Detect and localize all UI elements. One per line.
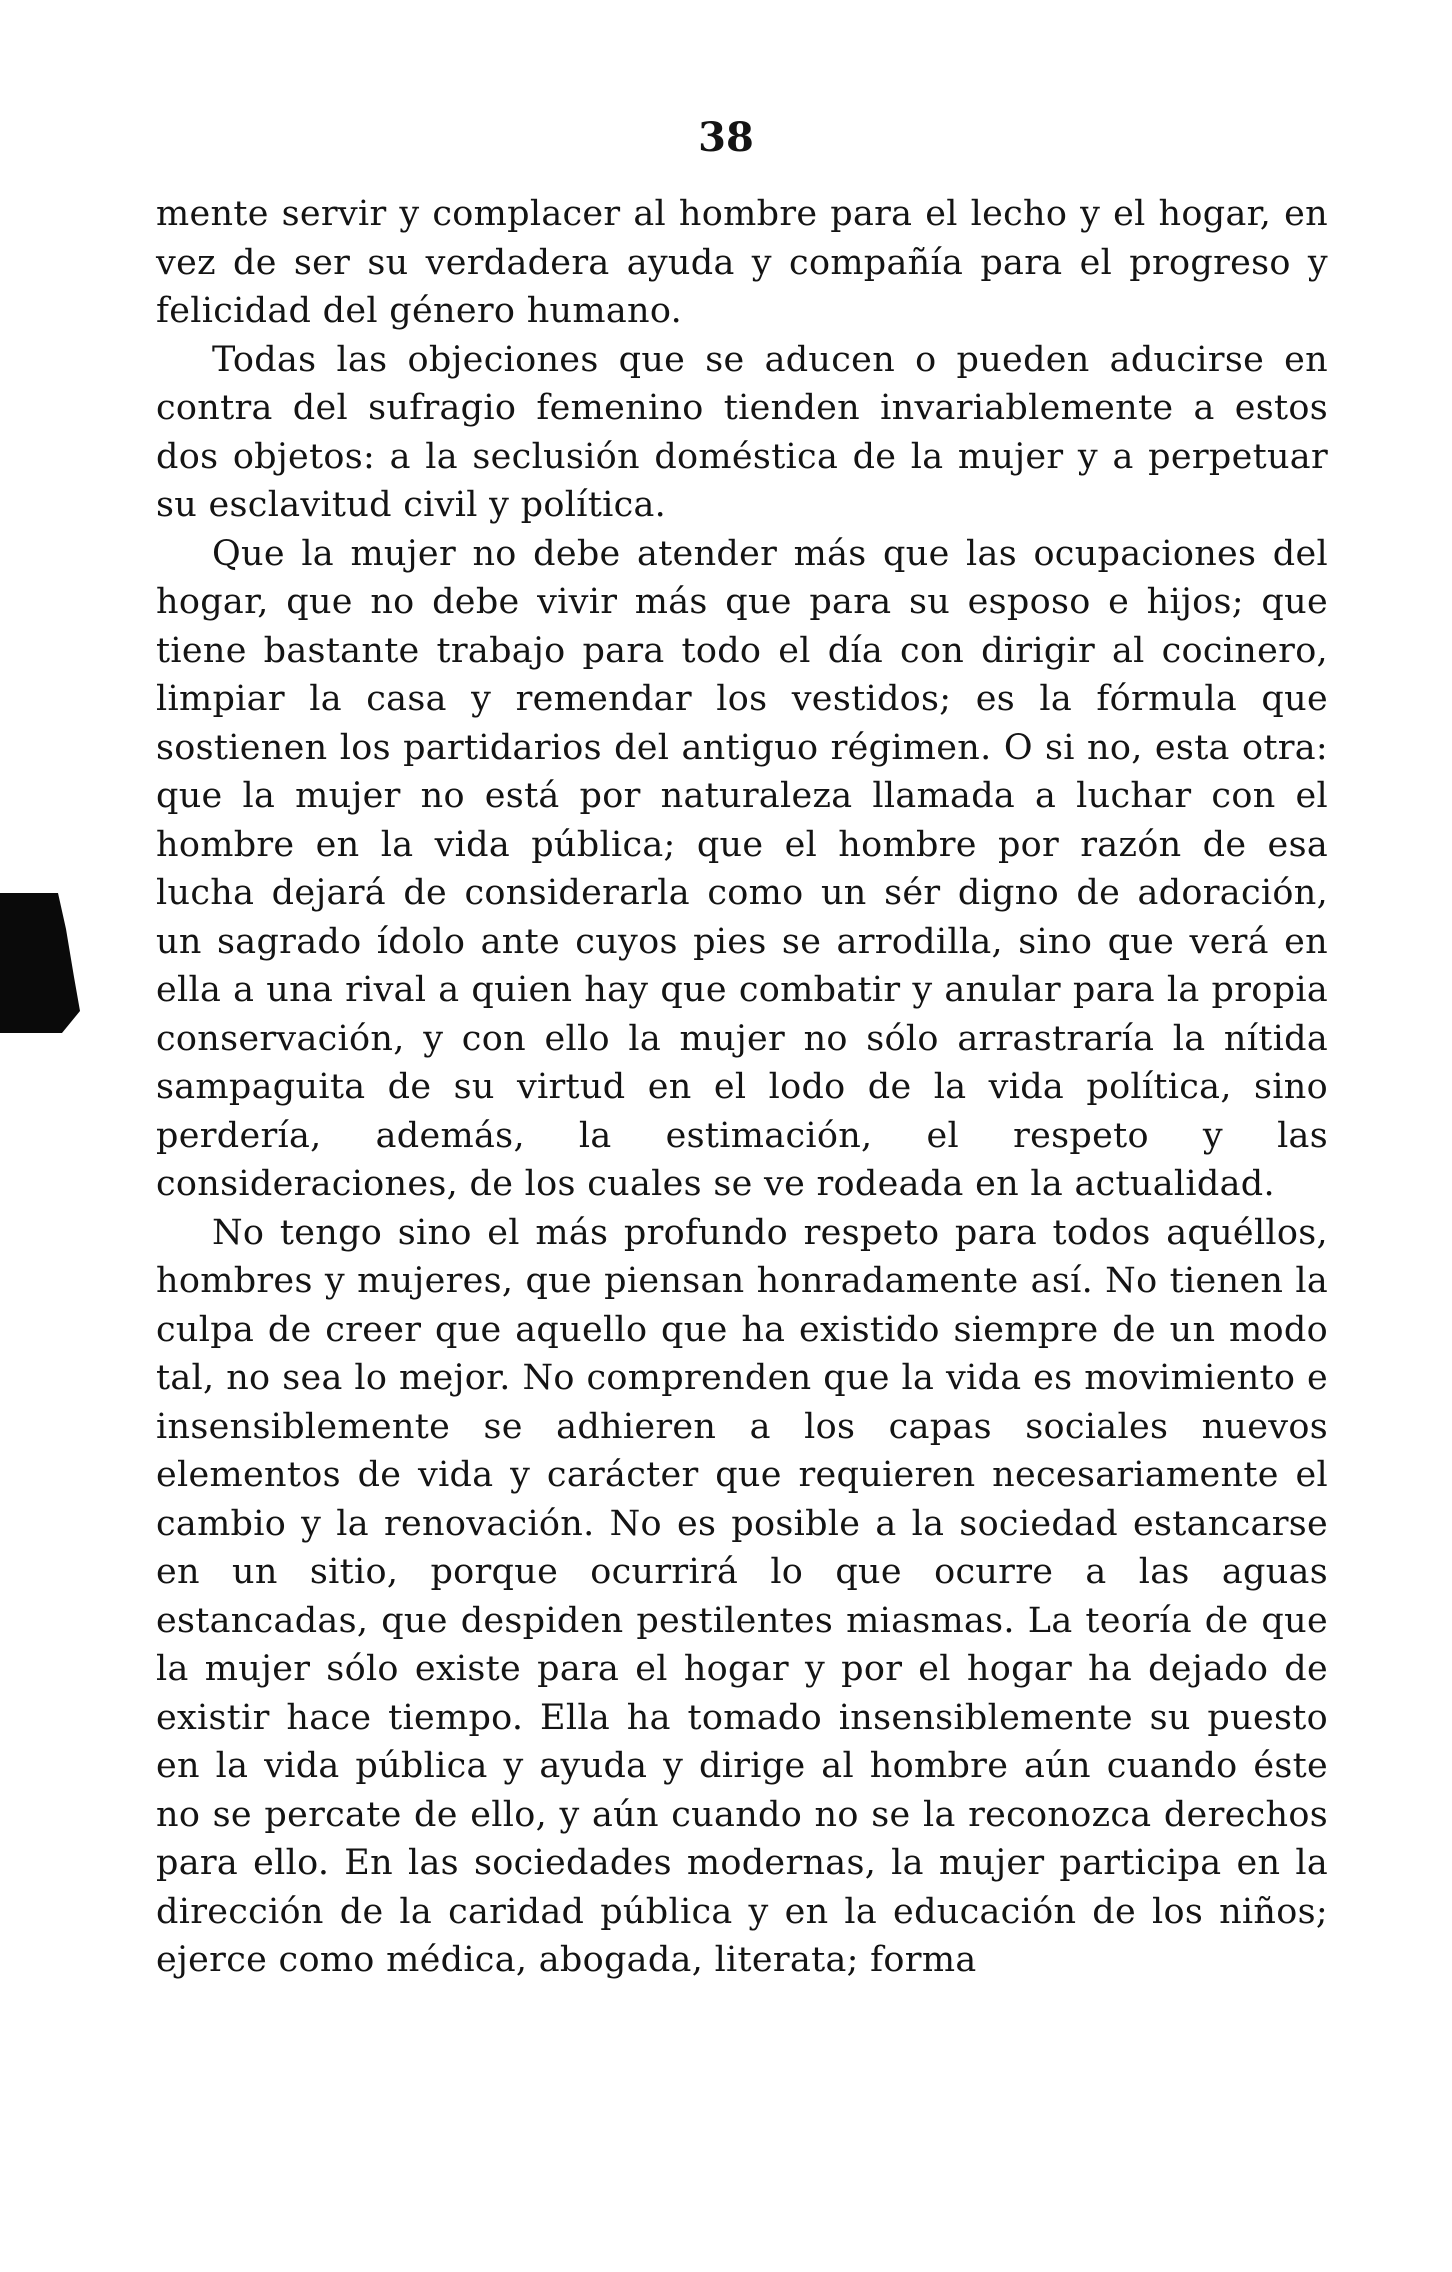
paragraph-1: mente servir y complacer al hombre para el lecho y el hogar, en vez de ser su verdadera ayuda y compañía para el progreso y felicidad del género humano. [156, 194, 1328, 331]
body-text [156, 190, 1328, 1985]
paragraph-3: Que la mujer no debe atender más que las ocupaciones del hogar, que no debe vivir más que para su esposo e hijos; que tiene bastante trabajo para todo el día con dirigir al cocinero, limpiar la casa y remendar los vestidos; es la fórmula que sostienen los partidarios del antiguo régimen. O si no, esta otra: que la mujer no está por naturaleza llamada a luchar con el hombre en la vida pública; que el hombre por razón de esa lucha dejará de considerarla como un sér digno de adoración, un sagrado ídolo ante cuyos pies se arrodilla, sino que verá en ella a una rival a quien hay que combatir y anular para la propia conservación, y con ello la mujer no sólo arrastraría la nítida sampaguita de su virtud en el lodo de la vida política, sino perdería, además, la estimación, el respeto y las consideraciones, de los cuales se ve rodeada en la actualidad. [156, 533, 1328, 1204]
page-number: 38 [698, 114, 754, 161]
scan-edge-mark-shape [0, 893, 80, 1033]
paragraph-4: No tengo sino el más profundo respeto para todos aquéllos, hombres y mujeres, que piensan honradamente así. No tienen la culpa de creer que aquello que ha existido siempre de un modo tal, no sea lo mejor. No comprenden que la vida es movimiento e insensiblemente se adhieren a los capas sociales nuevos elementos de vida y carácter que requieren necesariamente el cambio y la renovación. No es posible a la sociedad estancarse en un sitio, porque ocurrirá lo que ocurre a las aguas estancadas, que despiden pestilentes miasmas. La teoría de que la mujer sólo existe para el hogar y por el hogar ha dejado de existir hace tiempo. Ella ha tomado insensiblemente su puesto en la vida pública y ayuda y dirige al hombre aún cuando éste no se percate de ello, y aún cuando no se la reconozca derechos para ello. En las sociedades modernas, la mujer participa en la dirección de la caridad pública y en la educación de los niños; ejerce como médica, abogada, literata; forma [156, 1212, 1328, 1980]
paragraph-2: Todas las objeciones que se aducen o pueden aducirse en contra del sufragio femenino tienden invariablemente a estos dos objetos: a la seclusión doméstica de la mujer y a perpetuar su esclavitud civil y política. [156, 339, 1328, 525]
scan-edge-mark [0, 893, 80, 1033]
